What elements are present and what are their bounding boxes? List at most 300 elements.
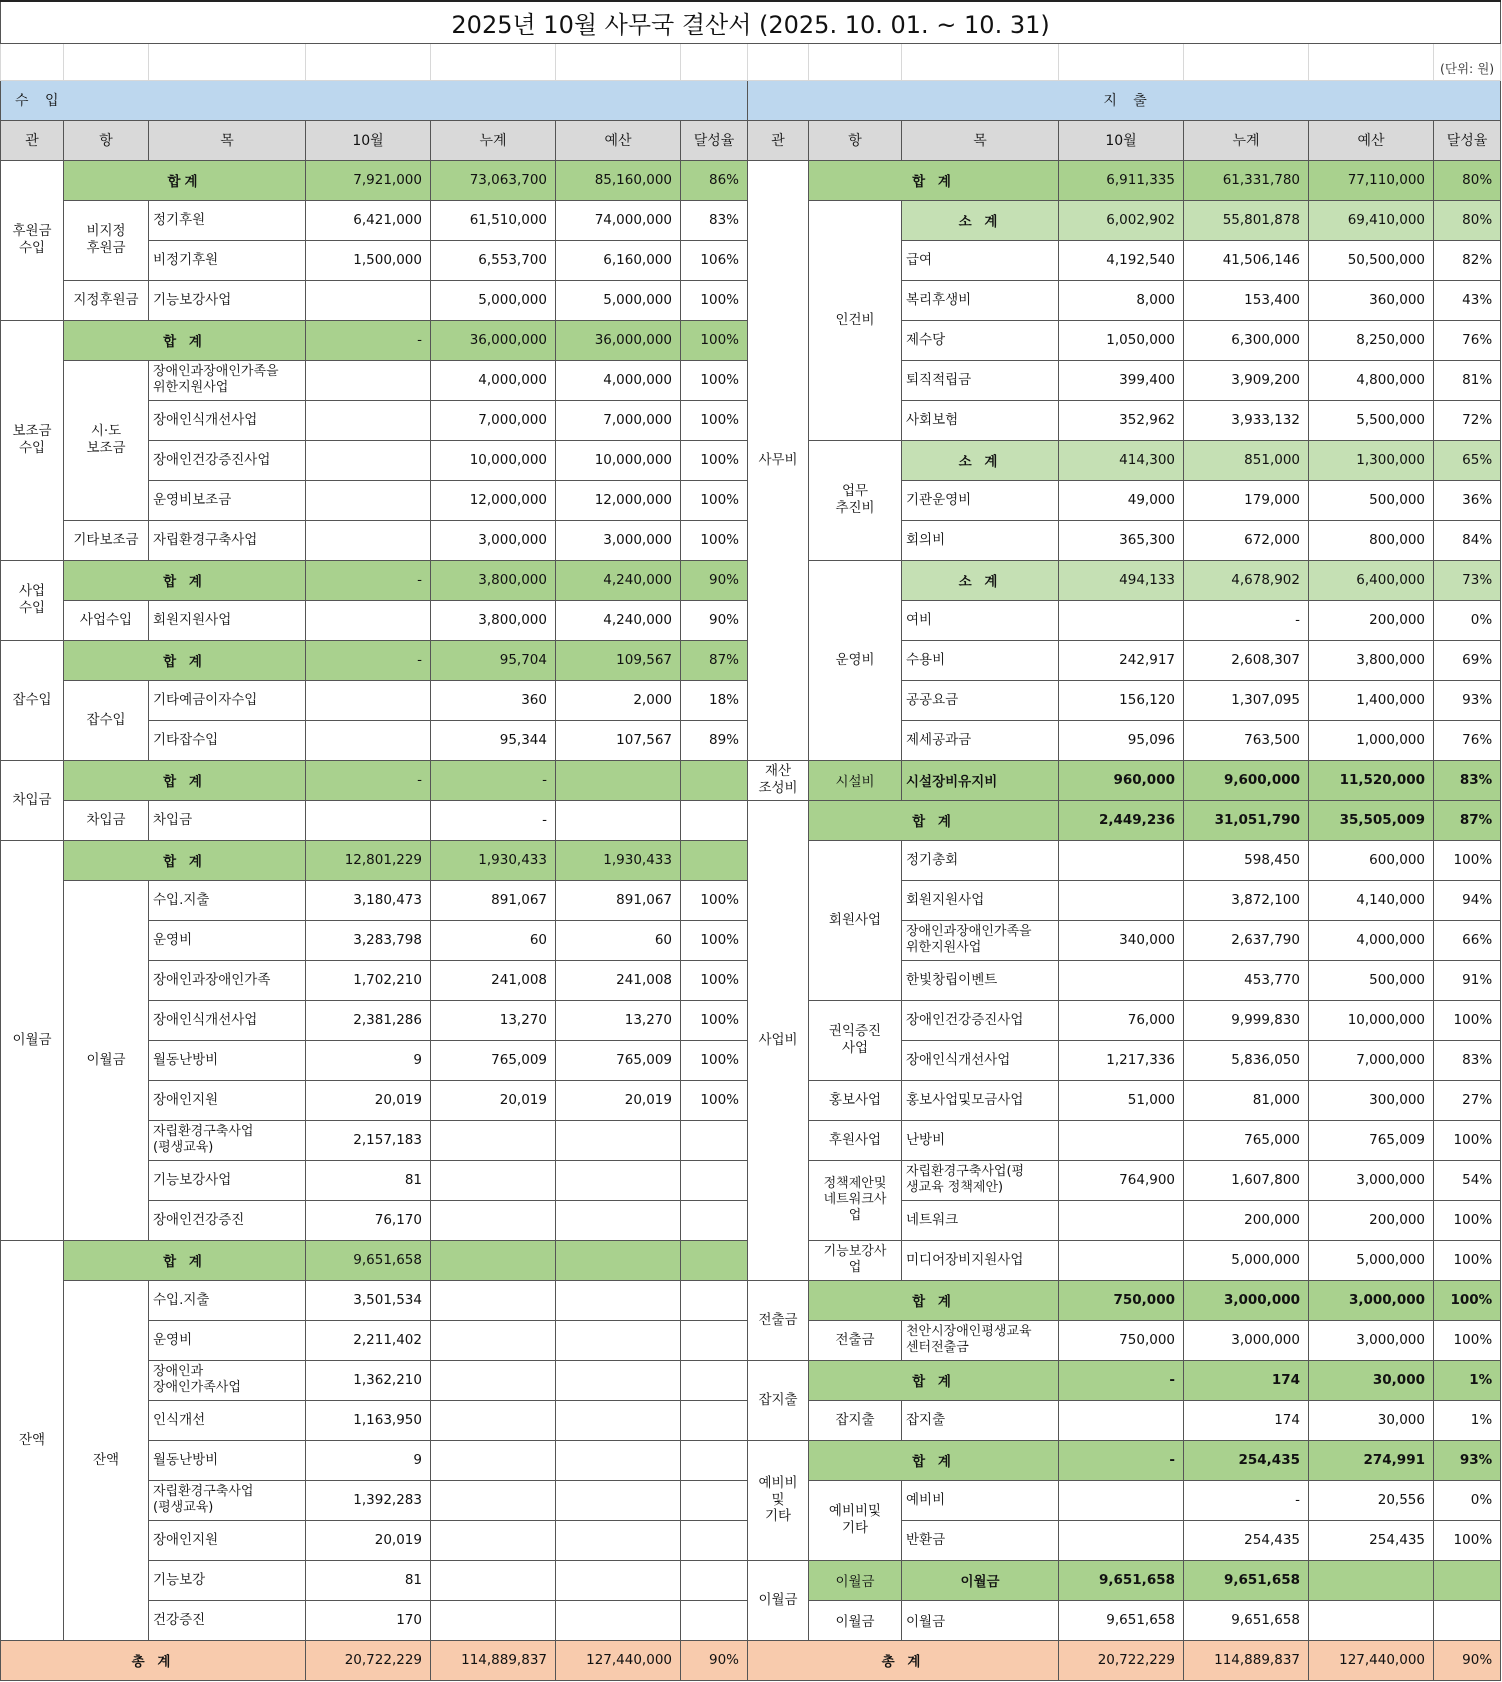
expense-mok-label: 제수당 (902, 320, 1059, 360)
budget-value: 77,110,000 (1309, 160, 1434, 200)
subtotal-label: 합 계 (809, 160, 1059, 200)
budget-value: 20,556 (1309, 1480, 1434, 1520)
table-row (1, 760, 1501, 800)
expense-hang-label: 잡지출 (809, 1400, 902, 1440)
cumulative-value: 9,600,000 (1184, 760, 1309, 800)
rate-value: 36% (1434, 480, 1501, 520)
cumulative-value: 41,506,146 (1184, 240, 1309, 280)
income-mok-label: 장애인과 장애인가족사업 (149, 1360, 306, 1400)
income-gwan-label: 사업 수입 (1, 560, 64, 640)
budget-value: 765,009 (1309, 1120, 1434, 1160)
income-total-month: 20,722,229 (306, 1640, 431, 1680)
cumulative-value: 254,435 (1184, 1440, 1309, 1480)
expense-header-cumulative: 누계 (1184, 120, 1309, 160)
budget-value: 35,505,009 (1309, 800, 1434, 840)
month-value (306, 360, 431, 400)
cumulative-value: 1,607,800 (1184, 1160, 1309, 1200)
rate-value: 100% (681, 320, 748, 360)
budget-value: 30,000 (1309, 1360, 1434, 1400)
rate-value: 80% (1434, 160, 1501, 200)
budget-value: 200,000 (1309, 1200, 1434, 1240)
income-mok-label: 장애인과장애인가족을 위한지원사업 (149, 360, 306, 400)
cumulative-value: 891,067 (431, 880, 556, 920)
cumulative-value (431, 1360, 556, 1400)
income-total-cumulative: 114,889,837 (431, 1640, 556, 1680)
income-mok-label: 자립환경구축사업 (평생교육) (149, 1120, 306, 1160)
budget-value: 20,019 (556, 1080, 681, 1120)
budget-value: 5,000,000 (556, 280, 681, 320)
income-total-budget: 127,440,000 (556, 1640, 681, 1680)
income-gwan-label: 후원금 수입 (1, 160, 64, 320)
rate-value: 83% (1434, 1040, 1501, 1080)
budget-value: 200,000 (1309, 600, 1434, 640)
cumulative-value: 5,000,000 (431, 280, 556, 320)
budget-value: 69,410,000 (1309, 200, 1434, 240)
expense-hang-label: 후원사업 (809, 1120, 902, 1160)
month-value (306, 440, 431, 480)
income-header-hang: 항 (64, 120, 149, 160)
cumulative-value: 6,553,700 (431, 240, 556, 280)
month-value: 20,019 (306, 1520, 431, 1560)
cumulative-value: - (431, 800, 556, 840)
expense-header-hang: 항 (809, 120, 902, 160)
expense-mok-label: 장애인건강증진사업 (902, 1000, 1059, 1040)
expense-mok-label: 미디어장비지원사업 (902, 1240, 1059, 1280)
cumulative-value: 3,800,000 (431, 600, 556, 640)
income-header-rate: 달성율 (681, 120, 748, 160)
rate-value: 100% (1434, 1120, 1501, 1160)
rate-value (681, 1240, 748, 1280)
income-mok-label: 자립환경구축사업 (149, 520, 306, 560)
section-row (1, 80, 1501, 120)
month-value (306, 720, 431, 760)
cumulative-value: 360 (431, 680, 556, 720)
income-mok-label: 수입.지출 (149, 880, 306, 920)
expense-hang-label: 시설비 (809, 760, 902, 800)
income-mok-label: 회원지원사업 (149, 600, 306, 640)
cumulative-value (431, 1600, 556, 1640)
expense-section-header: 지 출 (748, 80, 1501, 120)
income-mok-label: 장애인식개선사업 (149, 1000, 306, 1040)
rate-value: 1% (1434, 1360, 1501, 1400)
subtotal-label: 합 계 (64, 320, 306, 360)
expense-gwan-label: 이월금 (748, 1560, 809, 1640)
month-value: 2,211,402 (306, 1320, 431, 1360)
month-value: 51,000 (1059, 1080, 1184, 1120)
rate-value: 76% (1434, 720, 1501, 760)
cumulative-value: 174 (1184, 1360, 1309, 1400)
budget-value (556, 1440, 681, 1480)
expense-hang-label: 운영비 (809, 560, 902, 760)
expense-mok-label: 기관운영비 (902, 480, 1059, 520)
rate-value (681, 1400, 748, 1440)
month-value: 3,501,534 (306, 1280, 431, 1320)
cumulative-value: 12,000,000 (431, 480, 556, 520)
rate-value: 100% (681, 1040, 748, 1080)
rate-value: 87% (1434, 800, 1501, 840)
table-row (1, 800, 1501, 840)
budget-value: 12,000,000 (556, 480, 681, 520)
budget-value (556, 760, 681, 800)
rate-value: 81% (1434, 360, 1501, 400)
budget-value: 300,000 (1309, 1080, 1434, 1120)
cumulative-value: 10,000,000 (431, 440, 556, 480)
income-hang-label: 이월금 (64, 880, 149, 1240)
budget-value: 13,270 (556, 1000, 681, 1040)
income-mok-label: 운영비보조금 (149, 480, 306, 520)
rate-value: 73% (1434, 560, 1501, 600)
cumulative-value: 9,651,658 (1184, 1600, 1309, 1640)
cumulative-value: 13,270 (431, 1000, 556, 1040)
rate-value: 93% (1434, 680, 1501, 720)
cumulative-value (431, 1320, 556, 1360)
cumulative-value: 200,000 (1184, 1200, 1309, 1240)
income-hang-label: 기타보조금 (64, 520, 149, 560)
expense-gwan-label: 잡지출 (748, 1360, 809, 1440)
income-total-rate: 90% (681, 1640, 748, 1680)
subtotal-label: 합계 (64, 160, 306, 200)
budget-value: 7,000,000 (556, 400, 681, 440)
month-value: 750,000 (1059, 1320, 1184, 1360)
table-row (1, 1440, 1501, 1480)
expense-mok-label: 제세공과금 (902, 720, 1059, 760)
expense-mok-label: 홍보사업및모금사업 (902, 1080, 1059, 1120)
month-value: 76,000 (1059, 1000, 1184, 1040)
income-mok-label: 건강증진 (149, 1600, 306, 1640)
rate-value: 91% (1434, 960, 1501, 1000)
cumulative-value: 598,450 (1184, 840, 1309, 880)
income-hang-label: 잡수입 (64, 680, 149, 760)
budget-value: 500,000 (1309, 480, 1434, 520)
month-value: 3,180,473 (306, 880, 431, 920)
income-hang-label: 지정후원금 (64, 280, 149, 320)
month-value (1059, 1520, 1184, 1560)
rate-value: 100% (1434, 1200, 1501, 1240)
expense-hang-label: 홍보사업 (809, 1080, 902, 1120)
month-value (306, 600, 431, 640)
budget-value (556, 1240, 681, 1280)
cumulative-value: 3,800,000 (431, 560, 556, 600)
income-hang-label: 잔액 (64, 1280, 149, 1640)
expense-header-gwan: 관 (748, 120, 809, 160)
budget-value: 74,000,000 (556, 200, 681, 240)
month-value (1059, 1120, 1184, 1160)
expense-mok-label: 반환금 (902, 1520, 1059, 1560)
income-mok-label: 비정기후원 (149, 240, 306, 280)
expense-hang-label: 전출금 (809, 1320, 902, 1360)
budget-value: 274,991 (1309, 1440, 1434, 1480)
rate-value: 100% (1434, 1320, 1501, 1360)
month-value: - (306, 640, 431, 680)
expense-gwan-label: 사업비 (748, 800, 809, 1280)
expense-mok-label: 복리후생비 (902, 280, 1059, 320)
income-mok-label: 수입.지출 (149, 1280, 306, 1320)
month-value (306, 480, 431, 520)
rate-value: 100% (1434, 1240, 1501, 1280)
month-value: 6,911,335 (1059, 160, 1184, 200)
budget-value: 1,000,000 (1309, 720, 1434, 760)
month-value: 764,900 (1059, 1160, 1184, 1200)
expense-mok-label: 예비비 (902, 1480, 1059, 1520)
expense-mok-label: 정기총회 (902, 840, 1059, 880)
table-row (1, 1280, 1501, 1320)
rate-value: 82% (1434, 240, 1501, 280)
cumulative-value: 1,930,433 (431, 840, 556, 880)
rate-value: 0% (1434, 1480, 1501, 1520)
income-gwan-label: 차입금 (1, 760, 64, 840)
budget-value: 4,240,000 (556, 560, 681, 600)
rate-value: 84% (1434, 520, 1501, 560)
month-value: 414,300 (1059, 440, 1184, 480)
budget-value (1309, 1560, 1434, 1600)
month-value: 8,000 (1059, 280, 1184, 320)
expense-mok-label: 회의비 (902, 520, 1059, 560)
cumulative-value: 6,300,000 (1184, 320, 1309, 360)
expense-mok-label: 시설장비유지비 (902, 760, 1059, 800)
expense-mok-label: 수용비 (902, 640, 1059, 680)
rate-value (1434, 1560, 1501, 1600)
budget-value: 3,000,000 (1309, 1280, 1434, 1320)
income-mok-label: 장애인건강증진 (149, 1200, 306, 1240)
rate-value: 100% (681, 880, 748, 920)
income-mok-label: 운영비 (149, 920, 306, 960)
month-value: 6,421,000 (306, 200, 431, 240)
budget-value (1309, 1600, 1434, 1640)
subtotal-label: 합 계 (64, 1240, 306, 1280)
budget-value (556, 1480, 681, 1520)
budget-value (556, 1560, 681, 1600)
expense-mok-label: 이월금 (902, 1560, 1059, 1600)
cumulative-value: 3,000,000 (1184, 1320, 1309, 1360)
cumulative-value: 61,331,780 (1184, 160, 1309, 200)
month-value (306, 800, 431, 840)
month-value: 12,801,229 (306, 840, 431, 880)
cumulative-value: 4,678,902 (1184, 560, 1309, 600)
month-value: 81 (306, 1160, 431, 1200)
table-row (1, 1360, 1501, 1400)
budget-value: 3,000,000 (556, 520, 681, 560)
month-value: 1,362,210 (306, 1360, 431, 1400)
income-gwan-label: 보조금 수입 (1, 320, 64, 560)
cumulative-value: 3,933,132 (1184, 400, 1309, 440)
rate-value: 0% (1434, 600, 1501, 640)
cumulative-value: 9,999,830 (1184, 1000, 1309, 1040)
expense-hang-label: 이월금 (809, 1560, 902, 1600)
month-value: 9,651,658 (1059, 1600, 1184, 1640)
rate-value (681, 1120, 748, 1160)
cumulative-value: 153,400 (1184, 280, 1309, 320)
month-value: - (1059, 1360, 1184, 1400)
cumulative-value (431, 1400, 556, 1440)
month-value: 20,019 (306, 1080, 431, 1120)
subtotal-label: 합 계 (809, 1360, 1059, 1400)
month-value (306, 680, 431, 720)
cumulative-value: 672,000 (1184, 520, 1309, 560)
cumulative-value: 36,000,000 (431, 320, 556, 360)
cumulative-value: 5,000,000 (1184, 1240, 1309, 1280)
budget-value (556, 1120, 681, 1160)
column-header-row (1, 120, 1501, 160)
rate-value: 90% (681, 600, 748, 640)
month-value: - (306, 320, 431, 360)
expense-header-month: 10월 (1059, 120, 1184, 160)
month-value: 2,449,236 (1059, 800, 1184, 840)
month-value: 352,962 (1059, 400, 1184, 440)
expense-hang-label: 기능보강사 업 (809, 1240, 902, 1280)
month-value (1059, 960, 1184, 1000)
cumulative-value: - (1184, 600, 1309, 640)
budget-value: 4,000,000 (556, 360, 681, 400)
budget-value: 6,400,000 (1309, 560, 1434, 600)
rate-value (681, 1320, 748, 1360)
expense-hang-label: 예비비및 기타 (809, 1480, 902, 1560)
budget-value (556, 800, 681, 840)
rate-value: 66% (1434, 920, 1501, 960)
month-value (1059, 600, 1184, 640)
unit-label: (단위: 원) (1434, 43, 1501, 80)
rate-value: 100% (681, 360, 748, 400)
month-value (1059, 840, 1184, 880)
month-value: 7,921,000 (306, 160, 431, 200)
income-mok-label: 장애인지원 (149, 1520, 306, 1560)
income-header-cumulative: 누계 (431, 120, 556, 160)
table-row (1, 1560, 1501, 1600)
rate-value: 72% (1434, 400, 1501, 440)
expense-mok-label: 한빛창립이벤트 (902, 960, 1059, 1000)
rate-value (681, 1560, 748, 1600)
subtotal-label: 소 계 (902, 200, 1059, 240)
month-value: 960,000 (1059, 760, 1184, 800)
cumulative-value: 3,000,000 (431, 520, 556, 560)
rate-value (681, 1520, 748, 1560)
income-mok-label: 인식개선 (149, 1400, 306, 1440)
expense-mok-label: 장애인과장애인가족을 위한지원사업 (902, 920, 1059, 960)
cumulative-value: 254,435 (1184, 1520, 1309, 1560)
cumulative-value: 765,000 (1184, 1120, 1309, 1160)
income-hang-label: 차입금 (64, 800, 149, 840)
rate-value (681, 1200, 748, 1240)
rate-value (681, 1600, 748, 1640)
expense-mok-label: 잡지출 (902, 1400, 1059, 1440)
budget-value (556, 1280, 681, 1320)
expense-mok-label: 여비 (902, 600, 1059, 640)
subtotal-label: 합 계 (809, 1440, 1059, 1480)
rate-value: 1% (1434, 1400, 1501, 1440)
unit-row (1, 43, 1501, 80)
expense-mok-label: 이월금 (902, 1600, 1059, 1640)
month-value (1059, 1240, 1184, 1280)
month-value: 4,192,540 (1059, 240, 1184, 280)
month-value: 750,000 (1059, 1280, 1184, 1320)
cumulative-value (431, 1120, 556, 1160)
income-mok-label: 차입금 (149, 800, 306, 840)
cumulative-value: 81,000 (1184, 1080, 1309, 1120)
subtotal-label: 소 계 (902, 440, 1059, 480)
budget-value: 1,930,433 (556, 840, 681, 880)
budget-value: 254,435 (1309, 1520, 1434, 1560)
budget-value (556, 1400, 681, 1440)
expense-mok-label: 공공요금 (902, 680, 1059, 720)
cumulative-value: 851,000 (1184, 440, 1309, 480)
income-mok-label: 기능보강사업 (149, 280, 306, 320)
month-value: 9,651,658 (1059, 1560, 1184, 1600)
month-value (306, 400, 431, 440)
cumulative-value: - (1184, 1480, 1309, 1520)
subtotal-label: 합 계 (64, 760, 306, 800)
expense-header-mok: 목 (902, 120, 1059, 160)
rate-value: 100% (681, 400, 748, 440)
month-value (1059, 1400, 1184, 1440)
budget-value: 6,160,000 (556, 240, 681, 280)
income-mok-label: 장애인지원 (149, 1080, 306, 1120)
budget-value: 600,000 (1309, 840, 1434, 880)
expense-hang-label: 회원사업 (809, 840, 902, 1000)
income-mok-label: 장애인건강증진사업 (149, 440, 306, 480)
budget-value: 10,000,000 (1309, 1000, 1434, 1040)
income-hang-label: 시·도 보조금 (64, 360, 149, 520)
rate-value (681, 1360, 748, 1400)
expense-mok-label: 급여 (902, 240, 1059, 280)
budget-value: 36,000,000 (556, 320, 681, 360)
budget-value: 4,240,000 (556, 600, 681, 640)
page-title: 2025년 10월 사무국 결산서 (2025. 10. 01. ~ 10. 31) (1, 1, 1501, 43)
cumulative-value: 61,510,000 (431, 200, 556, 240)
month-value: 1,500,000 (306, 240, 431, 280)
rate-value: 90% (681, 560, 748, 600)
budget-value (556, 1360, 681, 1400)
month-value: 1,702,210 (306, 960, 431, 1000)
budget-value: 3,000,000 (1309, 1160, 1434, 1200)
expense-mok-label: 천안시장애인평생교육 센터전출금 (902, 1320, 1059, 1360)
rate-value (681, 1480, 748, 1520)
month-value: 9,651,658 (306, 1240, 431, 1280)
income-header-month: 10월 (306, 120, 431, 160)
rate-value: 100% (681, 920, 748, 960)
month-value: 9 (306, 1040, 431, 1080)
budget-value: 4,800,000 (1309, 360, 1434, 400)
cumulative-value: 55,801,878 (1184, 200, 1309, 240)
month-value: 156,120 (1059, 680, 1184, 720)
income-mok-label: 기능보강사업 (149, 1160, 306, 1200)
income-header-mok: 목 (149, 120, 306, 160)
cumulative-value: 763,500 (1184, 720, 1309, 760)
subtotal-label: 소 계 (902, 560, 1059, 600)
month-value: 2,157,183 (306, 1120, 431, 1160)
rate-value: 80% (1434, 200, 1501, 240)
month-value: 1,050,000 (1059, 320, 1184, 360)
cumulative-value: 765,009 (431, 1040, 556, 1080)
month-value: - (1059, 1440, 1184, 1480)
income-mok-label: 운영비 (149, 1320, 306, 1360)
subtotal-label: 합 계 (64, 640, 306, 680)
cumulative-value: 241,008 (431, 960, 556, 1000)
expense-mok-label: 난방비 (902, 1120, 1059, 1160)
rate-value (1434, 1600, 1501, 1640)
income-gwan-label: 이월금 (1, 840, 64, 1240)
month-value: 1,217,336 (1059, 1040, 1184, 1080)
rate-value: 69% (1434, 640, 1501, 680)
income-hang-label: 사업수입 (64, 600, 149, 640)
month-value: - (306, 560, 431, 600)
month-value: 170 (306, 1600, 431, 1640)
budget-value: 5,500,000 (1309, 400, 1434, 440)
rate-value: 100% (1434, 1520, 1501, 1560)
budget-value: 85,160,000 (556, 160, 681, 200)
cumulative-value: 31,051,790 (1184, 800, 1309, 840)
budget-value (556, 1200, 681, 1240)
rate-value: 43% (1434, 280, 1501, 320)
expense-mok-label: 네트워크 (902, 1200, 1059, 1240)
